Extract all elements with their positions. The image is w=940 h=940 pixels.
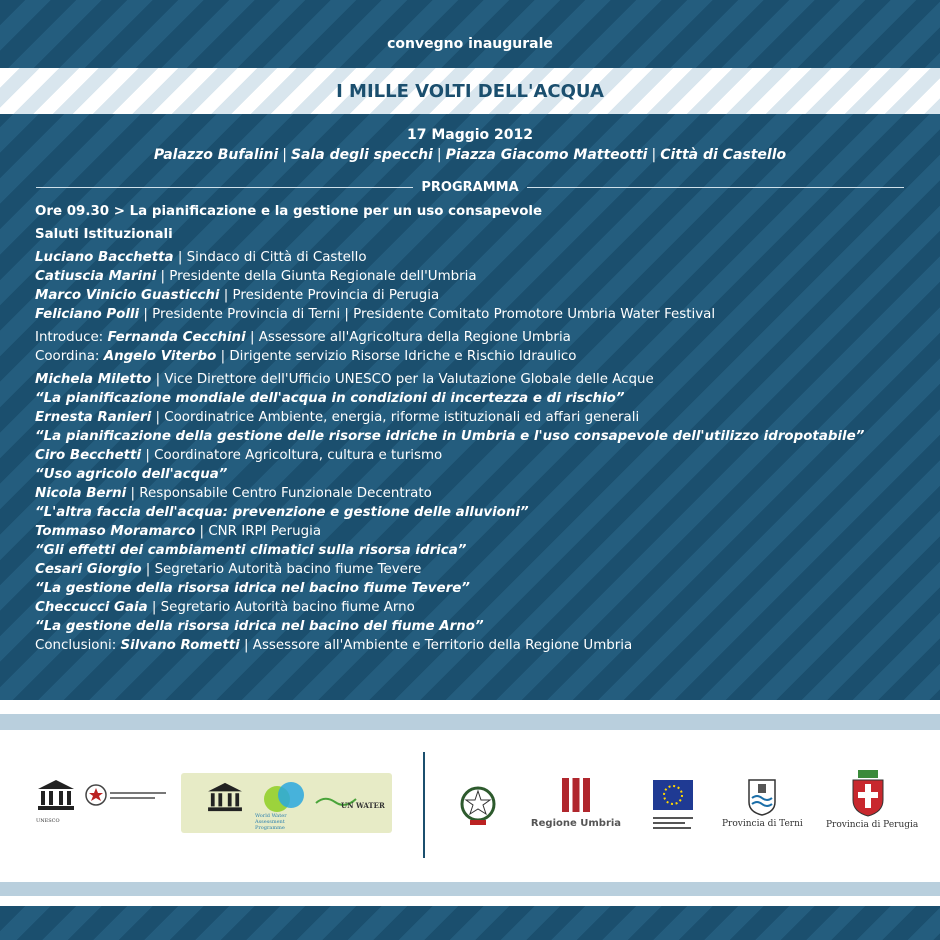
divider-line-left — [36, 187, 413, 188]
italian-commission-logo — [84, 782, 108, 812]
unwater-caption: UN WATER — [341, 801, 385, 810]
list-item: Luciano Bacchetta | Sindaco di Città di Castello — [35, 250, 367, 265]
person-name: Nicola Berni — [35, 486, 127, 501]
eu-logo — [653, 780, 693, 829]
person-role: Coordinatore Agricoltura, cultura e turismo — [154, 448, 443, 463]
wwap-caption: World Water Assessment Programme — [255, 813, 287, 831]
unesco-logo — [36, 778, 76, 824]
event-date: 17 Maggio 2012 — [406, 127, 534, 143]
section-divider — [36, 180, 904, 194]
person-role: Assessore all'Agricoltura della Regione Umbria — [258, 330, 571, 345]
list-item: Coordina: Angelo Viterbo | Dirigente servizio Risorse Idriche e Rischio Idraulico — [35, 349, 577, 364]
list-item: Cesari Giorgio | Segretario Autorità bacino fiume Tevere — [35, 562, 422, 577]
terni-shield-icon — [747, 778, 777, 816]
person-role: CNR IRPI Perugia — [208, 524, 322, 539]
list-item: Conclusioni: Silvano Rometti | Assessore all'Ambiente e Territorio della Regione Umbria — [35, 638, 633, 653]
subtitle: convegno inaugurale — [387, 36, 553, 52]
place-3: Piazza Giacomo Matteotti — [445, 147, 648, 163]
provincia-perugia-logo — [826, 768, 919, 830]
person-role: Presidente della Giunta Regionale dell'Umbria — [169, 269, 477, 284]
republic-emblem-icon — [456, 782, 500, 828]
commission-text-lines — [110, 792, 166, 806]
person-name: Marco Vinicio Guasticchi — [35, 288, 220, 303]
republic-logo — [456, 782, 500, 832]
band-gap — [0, 700, 940, 714]
officials-list — [35, 248, 915, 324]
list-item: Michela Miletto | Vice Direttore dell'Ufficio UNESCO per la Valutazione Globale delle Acque — [35, 372, 654, 387]
list-item: Ernesta Ranieri | Coordinatrice Ambiente, energia, riforme istituzionali ed affari generali — [35, 410, 640, 425]
talk-title: “L'altra faccia dell'acqua: prevenzione e gestione delle alluvioni” — [35, 505, 529, 520]
perugia-shield-icon — [850, 768, 886, 818]
person-role: Sindaco di Città di Castello — [186, 250, 367, 265]
list-item: Ciro Becchetti | Coordinatore Agricoltura, cultura e turismo — [35, 448, 443, 463]
session-title: Ore 09.30 > La pianificazione e la gestione per un uso consapevole — [35, 204, 543, 219]
person-name: Luciano Bacchetta — [35, 250, 174, 265]
list-item: Introduce: Fernanda Cecchini | Assessore all'Agricoltura della Regione Umbria — [35, 330, 571, 345]
talk-title: “La pianificazione mondiale dell'acqua in condizioni di incertezza e di rischio” — [35, 391, 625, 406]
temple-icon — [36, 778, 76, 812]
terni-caption: Provincia di Terni — [722, 819, 803, 829]
place-2: Sala degli specchi — [290, 147, 433, 163]
place-1: Palazzo Bufalini — [153, 147, 279, 163]
band-light — [0, 714, 940, 730]
person-role: Coordinatrice Ambiente, energia, riforme istituzionali ed affari generali — [164, 410, 640, 425]
divider-line-right — [527, 187, 904, 188]
eu-flag-icon — [653, 780, 693, 810]
temple-icon — [205, 781, 245, 813]
event-place: Palazzo Bufalini | Sala degli specchi | Piazza Giacomo Matteotti | Città di Castello — [153, 147, 787, 163]
person-role: Responsabile Centro Funzionale Decentrato — [139, 486, 432, 501]
person-name: Ernesta Ranieri — [35, 410, 152, 425]
role-label: Coordina: — [35, 349, 100, 364]
list-item: Marco Vinicio Guasticchi | Presidente Provincia di Perugia — [35, 288, 440, 303]
talk-title: “La pianificazione della gestione delle risorse idriche in Umbria e l'uso consapevole dell'utilizzo idropotabile” — [35, 429, 865, 444]
moderators — [35, 328, 915, 366]
person-role: Segretario Autorità bacino fiume Tevere — [154, 562, 422, 577]
logos-divider — [423, 752, 425, 858]
person-name: Ciro Becchetti — [35, 448, 142, 463]
list-item: Tommaso Moramarco | CNR IRPI Perugia — [35, 524, 322, 539]
band-light-bottom — [0, 882, 940, 896]
person-role: Segretario Autorità bacino fiume Arno — [160, 600, 415, 615]
emblem-icon — [84, 782, 108, 808]
role-label: Introduce: — [35, 330, 104, 345]
unesco-caption: UNESCO — [36, 818, 60, 824]
role-label: Conclusioni: — [35, 638, 117, 653]
footer-stripes — [0, 906, 940, 940]
person-name: Michela Miletto — [35, 372, 152, 387]
person-name: Checcucci Gaia — [35, 600, 148, 615]
talk-title: “Gli effetti dei cambiamenti climatici sulla risorsa idrica” — [35, 543, 467, 558]
list-item: Nicola Berni | Responsabile Centro Funzionale Decentrato — [35, 486, 432, 501]
talk-title: “Uso agricolo dell'acqua” — [35, 467, 228, 482]
regione-caption: Regione Umbria — [530, 818, 622, 829]
list-item: Feliciano Polli | Presidente Provincia di Terni | Presidente Comitato Promotore Umbria Water Festival — [35, 307, 716, 322]
person-name: Cesari Giorgio — [35, 562, 142, 577]
place-4: Città di Castello — [660, 147, 787, 163]
list-item: Catiuscia Marini | Presidente della Giunta Regionale dell'Umbria — [35, 269, 477, 284]
three-candles-icon — [559, 776, 593, 814]
speakers-list — [35, 370, 915, 655]
person-name: Catiuscia Marini — [35, 269, 157, 284]
perugia-caption: Provincia di Perugia — [826, 820, 919, 830]
greetings-label: Saluti Istituzionali — [35, 227, 173, 242]
section-title: PROGRAMMA — [421, 179, 519, 195]
person-role: Dirigente servizio Risorse Idriche e Rischio Idraulico — [229, 349, 577, 364]
regione-umbria-logo — [530, 776, 622, 829]
wwap-logo-box — [181, 773, 392, 833]
person-role: Vice Direttore dell'Ufficio UNESCO per la Valutazione Globale delle Acque — [164, 372, 654, 387]
person-role: Assessore all'Ambiente e Territorio della Regione Umbria — [252, 638, 633, 653]
person-name: Silvano Rometti — [120, 638, 240, 653]
provincia-terni-logo — [722, 778, 802, 829]
program — [35, 202, 915, 655]
person-name: Angelo Viterbo — [103, 349, 217, 364]
list-item: Checcucci Gaia | Segretario Autorità bacino fiume Arno — [35, 600, 415, 615]
person-role: Presidente Provincia di Perugia — [232, 288, 440, 303]
person-name: Tommaso Moramarco — [35, 524, 196, 539]
talk-title: “La gestione della risorsa idrica nel bacino del fiume Arno” — [35, 619, 484, 634]
person-name: Feliciano Polli — [35, 307, 140, 322]
page-title: I MILLE VOLTI DELL'ACQUA — [336, 81, 604, 102]
person-role: Presidente Provincia di Terni | Presidente Comitato Promotore Umbria Water Festival — [152, 307, 716, 322]
person-name: Fernanda Cecchini — [107, 330, 246, 345]
talk-title: “La gestione della risorsa idrica nel bacino fiume Tevere” — [35, 581, 470, 596]
